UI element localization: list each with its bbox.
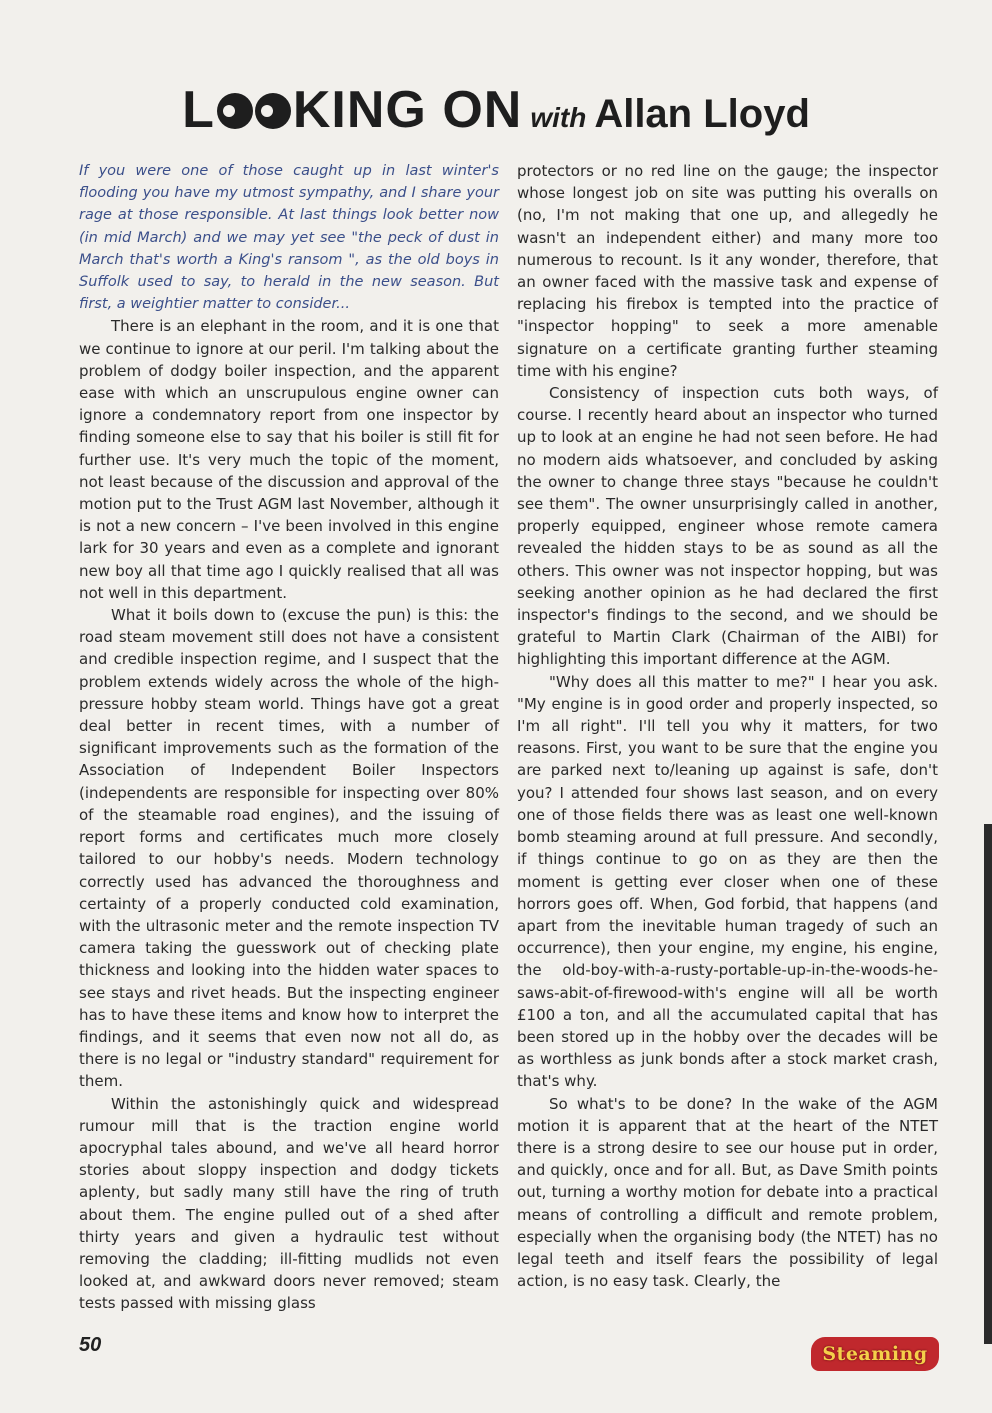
body-paragraph: Consistency of inspection cuts both ways, of course. I recently heard about an inspector who turned up to look at an engine he had not seen before. He had no modern aids whatsoever, and concluded by asking the owner to change three stays "because he couldn't see them". The owner unsurprisingly called in another, properly equipped, engineer whose remote camera revealed the hidden stays to be as sound as all the others. This owner was not inspector hopping, but was seeking another opinion as he had declared the first inspector's findings to the second, and we should be grateful to Martin Clark (Chairman of the AIBI) for highlighting this important difference at the AGM. (517, 384, 938, 669)
body-paragraph: So what's to be done? In the wake of the AGM motion it is apparent that at the heart of the NTET there is a strong desire to see our house put in order, and quickly, once and for all. But, as Dave Smith points out, turning a worthy motion for debate into a practical means of controlling a difficult and remote problem, especially when the organising body (the NTET) has no legal teeth and itself fears the possibility of legal action, is no easy task. Clearly, the (517, 1094, 938, 1291)
headline-king: KING (292, 81, 427, 139)
page-edge-bar (984, 824, 992, 1344)
author-name: Allan Lloyd (594, 92, 810, 136)
article-headline (0, 80, 992, 140)
steaming-logo (811, 1337, 939, 1371)
body-paragraph: Within the astonishingly quick and widespread rumour mill that is the traction engine world apocryphal tales abound, and we've all heard horror stories about sloppy inspection and dodgy tickets aplenty, but sadly many still have the ring of truth about them. The engine pulled out of a shed after thirty years and given a hydraulic test without removing the cladding; ill-fitting mudlids not even looked at, and awkward doors never removed; steam tests passed with missing glass (79, 1094, 499, 1313)
left-eye-icon (217, 93, 253, 129)
headline-with: with (530, 102, 587, 133)
headline-looking (182, 81, 522, 139)
right-eye-icon (255, 93, 291, 129)
right-column (517, 160, 938, 1292)
intro-paragraph: If you were one of those caught up in last winter's flooding you have my utmost sympathy, and I share your rage at those responsible. At last things look better now (in mid March) and we may yet see "the peck of dust in March that's worth a King's ransom ", as the old boys in Suffolk used to say, to herald in the new season. But first, a weightier matter to consider... (79, 163, 499, 313)
body-paragraph: What it boils down to (excuse the pun) is this: the road steam movement still does not have a consistent and credible inspection regime, and I suspect that the problem extends widely across the whole of the high-pressure hobby steam world. Things have got a great deal better in recent times, with a number of significant improvements such as the formation of the Association of Independent Boiler Inspectors (independents are responsible for inspecting over 80% of the steamable road engines), and the issuing of report forms and certificates much more closely tailored to our hobby's needs. Modern technology correctly used has advanced the thoroughness and certainty of a properly conducted cold examination, with the ultrasonic meter and the remote inspection TV camera taking the guesswork out of checking plate thickness and looking into the hidden water spaces to see stays and rivet heads. But the inspecting engineer has to have these items and know how to interpret the findings, and it seems that even now not all do, as there is no legal or "industry standard" requirement for them. (79, 606, 499, 1091)
continued-paragraph: protectors or no red line on the gauge; the inspector whose longest job on site was putting his overalls on (no, I'm not making that one up, and allegedly he wasn't an independent either) and many more too numerous to recount. Is it any wonder, therefore, that an owner faced with the massive task and expense of replacing his firebox is tempted into the practice of "inspector hopping" to seek a more amenable signature on a certificate granting further steaming time with his engine? (517, 162, 938, 380)
binocular-eyes-icon (216, 80, 292, 140)
logo-text: Steaming (822, 1343, 928, 1365)
headline-on: ON (442, 81, 523, 139)
left-column (79, 160, 499, 1315)
page-number: 50 (79, 1334, 102, 1356)
headline-letter-l: L (182, 81, 215, 139)
body-paragraph: "Why does all this matter to me?" I hear you ask. "My engine is in good order and properly inspected, so I'm all right". I'll tell you why it matters, for two reasons. First, you want to be sure that the engine you are parked next to/leaning up against is safe, don't you? I attended four shows last season, and on every one of those fields there was as least one well-known bomb steaming around at full pressure. And secondly, if things continue to go on as they are then the moment is getting ever closer when one of these horrors goes off. When, God forbid, that happens (and apart from the inevitable human tragedy of such an occurrence), then your engine, my engine, his engine, the old-boy-with-a-rusty-portable-up-in-the-woods-he-saws-abit-of-firewood-with's engine will all be worth £100 a ton, and all the accumulated capital that has been stored up in the hobby over the decades will be as worthless as junk bonds after a stock market crash, that's why. (517, 672, 938, 1091)
body-paragraph: There is an elephant in the room, and it is one that we continue to ignore at our peril. I'm talking about the problem of dodgy boiler inspection, and the apparent ease with which an unscrupulous engine owner can ignore a condemnatory report from one inspector by finding someone else to say that his boiler is still fit for further use. It's very much the topic of the moment, not least because of the discussion and approval of the motion put to the Trust AGM last November, although it is not a new concern – I've been involved in this engine lark for 30 years and even as a complete and ignorant new boy all that time ago I quickly realised that all was not well in this department. (79, 317, 499, 602)
